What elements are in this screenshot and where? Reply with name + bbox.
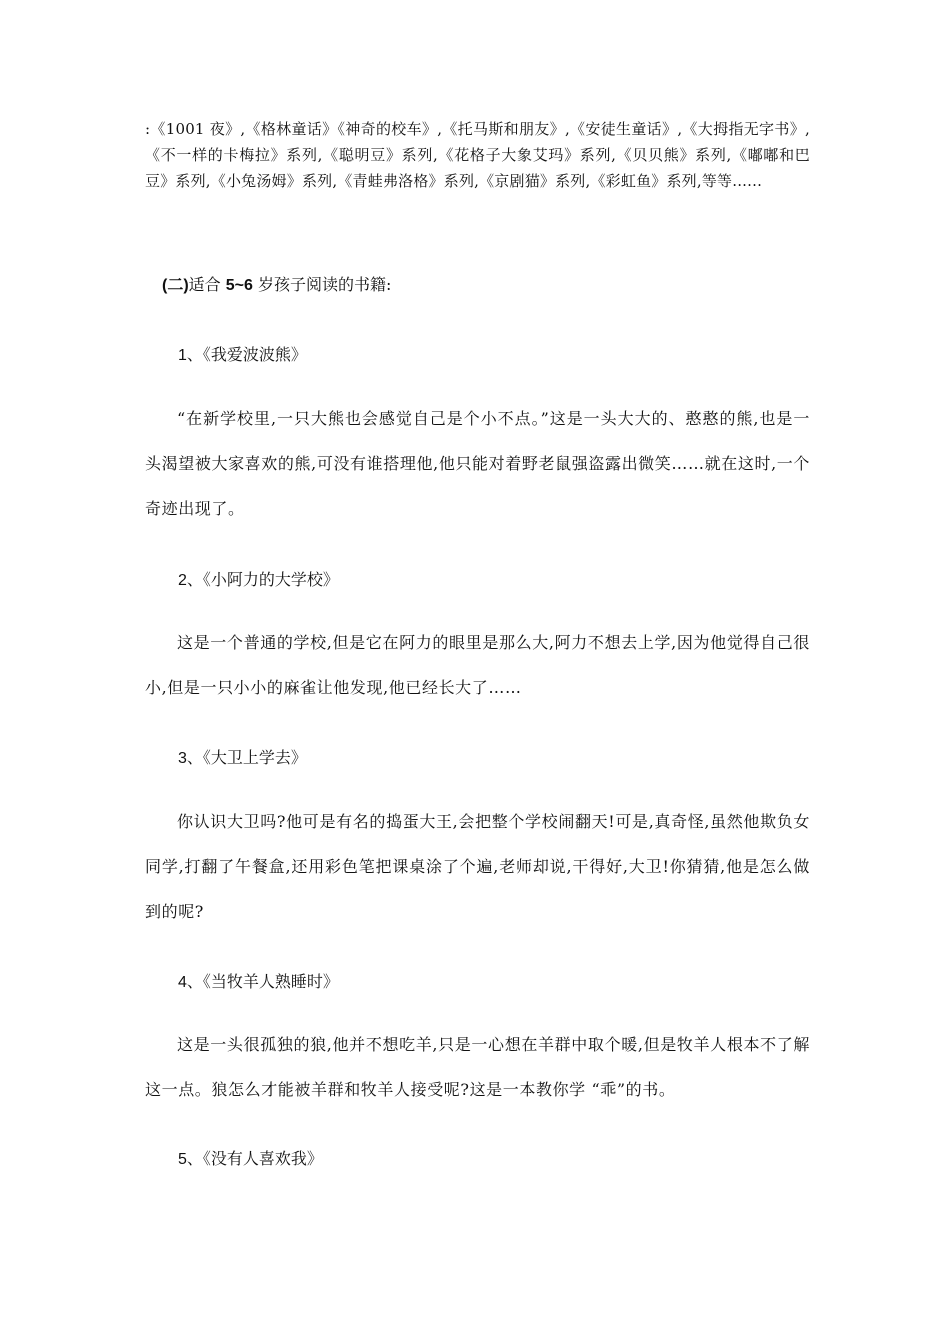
book-separator: 、	[186, 1149, 203, 1168]
book-number: 1	[178, 347, 187, 364]
book-number: 4	[178, 974, 187, 991]
book-separator: 、	[186, 345, 203, 364]
book-name: 《没有人喜欢我》	[202, 1149, 323, 1168]
book-separator: 、	[186, 748, 203, 767]
book-number: 2	[178, 572, 187, 589]
section-text-b: 岁孩子阅读的书籍:	[252, 275, 392, 294]
book-number: 3	[178, 750, 187, 767]
section-heading	[162, 273, 391, 298]
intro-book-list: :《1001 夜》,《格林童话》《神奇的校车》,《托马斯和朋友》,《安徒生童话》,《大拇指无字书》,《不一样的卡梅拉》系列,《聪明豆》系列,《花格子大象艾玛》系列,《贝贝熊》系列,《嘟嘟和巴豆》系列,《小兔汤姆》系列,《青蛙弗洛格》系列,《京剧猫》系列,《彩虹鱼》系列,等等......	[145, 120, 810, 190]
book-description-2: 这是一个普通的学校,但是它在阿力的眼里是那么大,阿力不想去上学,因为他觉得自己很小,但是一只小小的麻雀让他发现,他已经长大了……	[145, 633, 810, 697]
book-title-5	[178, 1147, 323, 1172]
book-name: 《我爱波波熊》	[202, 345, 307, 364]
book-number: 5	[178, 1151, 187, 1168]
section-age: 5~6	[225, 277, 253, 294]
book-description-4: 这是一头很孤独的狼,他并不想吃羊,只是一心想在羊群中取个暖,但是牧羊人根本不了解这一点。狼怎么才能被羊群和牧羊人接受呢?这是一本教你学 “乖”的书。	[145, 1035, 810, 1099]
section-prefix: (二)	[162, 277, 189, 294]
section-text-a: 适合	[188, 275, 226, 294]
book-title-3	[178, 746, 307, 771]
book-separator: 、	[186, 570, 203, 589]
book-title-1	[178, 343, 307, 368]
book-description-3: 你认识大卫吗?他可是有名的捣蛋大王,会把整个学校闹翻天!可是,真奇怪,虽然他欺负女同学,打翻了午餐盒,还用彩色笔把课桌涂了个遍,老师却说,干得好,大卫!你猜猜,他是怎么做到的呢?	[145, 812, 810, 921]
book-title-4	[178, 970, 339, 995]
book-name: 《小阿力的大学校》	[202, 570, 339, 589]
book-separator: 、	[186, 972, 203, 991]
book-name: 《当牧羊人熟睡时》	[202, 972, 339, 991]
book-title-2	[178, 568, 339, 593]
book-description-1: “在新学校里,一只大熊也会感觉自己是个小不点。”这是一头大大的、憨憨的熊,也是一头渴望被大家喜欢的熊,可没有谁搭理他,他只能对着野老鼠强盗露出微笑……就在这时,一个奇迹出现了。	[145, 409, 810, 518]
book-name: 《大卫上学去》	[202, 748, 307, 767]
